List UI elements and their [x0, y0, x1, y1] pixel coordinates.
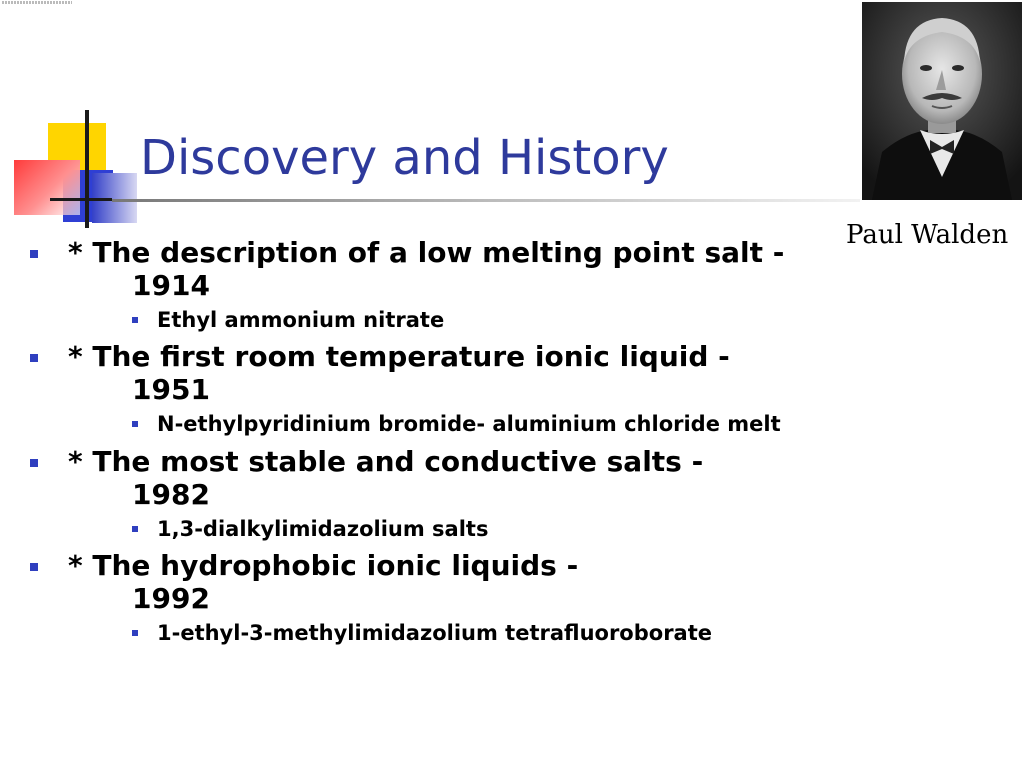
- logo-decoration: [0, 0, 140, 240]
- photo-caption: Paul Walden: [846, 220, 1009, 250]
- square-bullet-icon: [30, 354, 38, 362]
- list-item-year: 1951: [132, 373, 210, 406]
- sub-item-text: 1-ethyl-3-methylimidazolium tetrafluoroborate: [157, 621, 713, 645]
- list-item-text: * The description of a low melting point salt -: [68, 236, 785, 269]
- square-bullet-icon: [30, 459, 38, 467]
- logo-horizontal-line: [50, 198, 112, 201]
- portrait-photo: [862, 2, 1022, 200]
- square-bullet-icon: [132, 317, 138, 323]
- square-bullet-icon: [132, 526, 138, 532]
- square-bullet-icon: [132, 421, 138, 427]
- sub-item-text: Ethyl ammonium nitrate: [157, 308, 445, 332]
- square-bullet-icon: [132, 630, 138, 636]
- sub-item-text: N-ethylpyridinium bromide- aluminium chloride melt: [157, 412, 781, 436]
- list-item-text: * The most stable and conductive salts -: [68, 445, 704, 478]
- slide-title: Discovery and History: [140, 130, 669, 186]
- title-rule: [112, 199, 860, 202]
- logo-vertical-line: [85, 110, 89, 228]
- list-item-text: * The first room temperature ionic liquid -: [68, 340, 730, 373]
- list-item-year: 1992: [132, 582, 210, 615]
- square-bullet-icon: [30, 250, 38, 258]
- sub-item-text: 1,3-dialkylimidazolium salts: [157, 517, 489, 541]
- square-bullet-icon: [30, 563, 38, 571]
- list-item-text: * The hydrophobic ionic liquids -: [68, 549, 579, 582]
- logo-red-square: [14, 160, 80, 215]
- list-item-year: 1914: [132, 269, 210, 302]
- list-item-year: 1982: [132, 478, 210, 511]
